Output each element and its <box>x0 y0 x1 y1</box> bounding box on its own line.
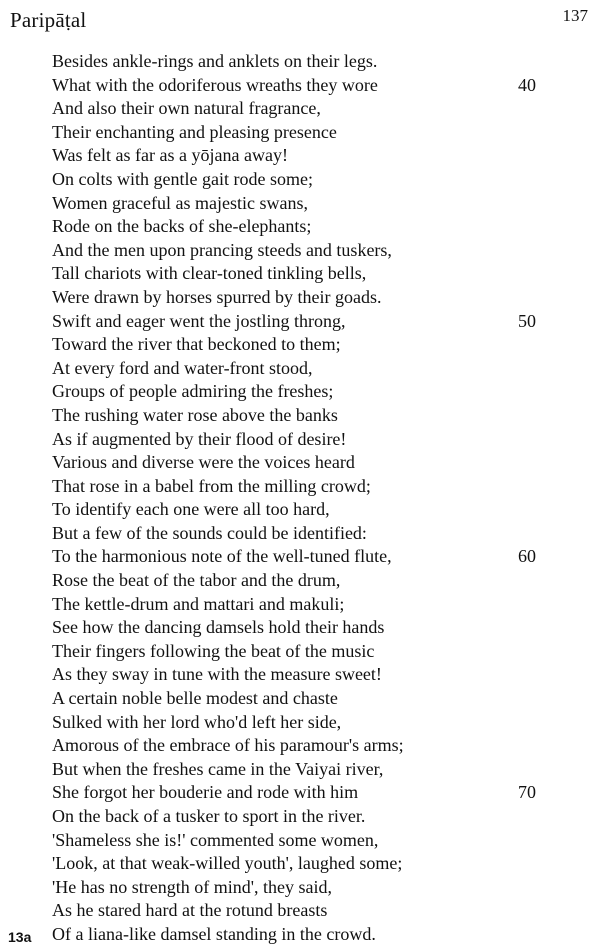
verse-line <box>52 711 572 735</box>
verse-line <box>52 805 572 829</box>
verse-line-text: Of a liana-like damsel standing in the crowd. <box>52 923 376 944</box>
verse-line-text: As they sway in tune with the measure sweet! <box>52 664 382 685</box>
verse-line-text: Swift and eager went the jostling throng, <box>52 310 346 331</box>
verse-line <box>52 310 572 334</box>
verse-line <box>52 215 572 239</box>
verse-line <box>52 50 572 74</box>
verse-line <box>52 734 572 758</box>
verse-line-text: Was felt as far as a yōjana away! <box>52 145 288 166</box>
verse-line-text: Their fingers following the beat of the music <box>52 640 375 661</box>
verse-line <box>52 758 572 782</box>
verse-block <box>52 50 572 947</box>
verse-line <box>52 545 572 569</box>
verse-line-text: She forgot her bouderie and rode with him <box>52 782 359 803</box>
verse-line <box>52 593 572 617</box>
verse-line <box>52 144 572 168</box>
verse-line <box>52 475 572 499</box>
verse-line <box>52 899 572 923</box>
verse-line <box>52 428 572 452</box>
verse-line-text: Various and diverse were the voices heard <box>52 452 355 473</box>
verse-line-text: At every ford and water-front stood, <box>52 357 313 378</box>
verse-line <box>52 498 572 522</box>
verse-line <box>52 286 572 310</box>
verse-line-text: Toward the river that beckoned to them; <box>52 334 341 355</box>
verse-line-text: A certain noble belle modest and chaste <box>52 688 338 709</box>
verse-line <box>52 239 572 263</box>
verse-line <box>52 640 572 664</box>
verse-line-text: Women graceful as majestic swans, <box>52 192 308 213</box>
verse-line-text: To the harmonious note of the well-tuned flute, <box>52 546 392 567</box>
verse-line-text: To identify each one were all too hard, <box>52 499 330 520</box>
verse-line-text: 'He has no strength of mind', they said, <box>52 876 332 897</box>
verse-line <box>52 829 572 853</box>
verse-line-text: Tall chariots with clear-toned tinkling bells, <box>52 263 367 284</box>
verse-line <box>52 569 572 593</box>
verse-line-text: On the back of a tusker to sport in the river. <box>52 806 366 826</box>
verse-line-text: See how the dancing damsels hold their hands <box>52 617 385 638</box>
verse-line-text: But when the freshes came in the Vaiyai river, <box>52 758 384 779</box>
verse-line-text: 'Look, at that weak-willed youth', laughed some; <box>52 853 403 874</box>
verse-line <box>52 522 572 546</box>
page-number: 137 <box>562 6 588 25</box>
signature-mark: 13a <box>8 929 32 945</box>
verse-line <box>52 192 572 216</box>
verse-line <box>52 121 572 145</box>
verse-line <box>52 404 572 428</box>
verse-line <box>52 97 572 121</box>
verse-line <box>52 781 572 805</box>
verse-line-text: That rose in a babel from the milling crowd; <box>52 475 371 496</box>
verse-line-text: Their enchanting and pleasing presence <box>52 121 337 142</box>
verse-line <box>52 451 572 475</box>
line-number: 40 <box>518 74 536 95</box>
verse-line <box>52 333 572 357</box>
running-head: Paripāṭal <box>10 8 87 32</box>
verse-line <box>52 852 572 876</box>
verse-line <box>52 357 572 381</box>
verse-line-text: On colts with gentle gait rode some; <box>52 168 313 189</box>
verse-line <box>52 168 572 192</box>
verse-line-text: The rushing water rose above the banks <box>52 404 338 425</box>
verse-line <box>52 74 572 98</box>
line-number: 70 <box>518 782 536 803</box>
verse-line-text: Rose the beat of the tabor and the drum, <box>52 570 341 591</box>
verse-line-text: Amorous of the embrace of his paramour's arms; <box>52 735 404 756</box>
verse-line-text: Rode on the backs of she-elephants; <box>52 216 312 237</box>
verse-line <box>52 687 572 711</box>
verse-line-text: Were drawn by horses spurred by their goads. <box>52 286 382 307</box>
verse-line-text: Groups of people admiring the freshes; <box>52 381 334 402</box>
verse-line <box>52 923 572 947</box>
verse-line-text: Besides ankle-rings and anklets on their legs. <box>52 51 378 71</box>
line-number: 50 <box>518 310 536 331</box>
verse-line-text: The kettle-drum and mattari and makuli; <box>52 593 345 614</box>
verse-line-text: As he stared hard at the rotund breasts <box>52 900 328 921</box>
verse-line-text: And the men upon prancing steeds and tuskers, <box>52 239 392 260</box>
verse-line-text: And also their own natural fragrance, <box>52 98 321 119</box>
verse-line-text: But a few of the sounds could be identified: <box>52 522 367 543</box>
verse-line <box>52 380 572 404</box>
verse-line <box>52 876 572 900</box>
verse-line-text: Sulked with her lord who'd left her side, <box>52 711 342 732</box>
verse-line-text: As if augmented by their flood of desire! <box>52 428 347 449</box>
verse-line <box>52 616 572 640</box>
verse-line-text: 'Shameless she is!' commented some women, <box>52 829 379 850</box>
line-number: 60 <box>518 546 536 567</box>
verse-line-text: What with the odoriferous wreaths they wore <box>52 74 378 95</box>
verse-line <box>52 262 572 286</box>
verse-line <box>52 663 572 687</box>
